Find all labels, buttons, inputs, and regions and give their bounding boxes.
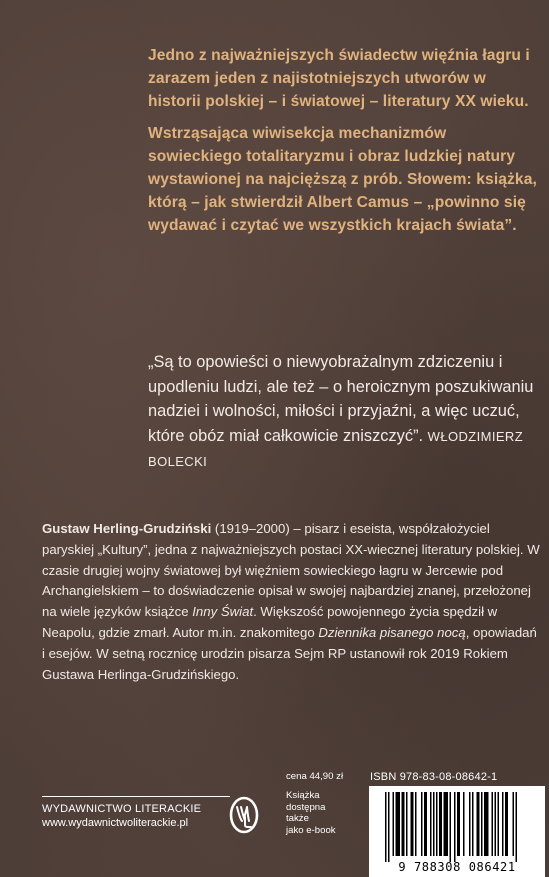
- publisher-url: www.wydawnictwoliterackie.pl: [42, 817, 189, 829]
- publisher-block: [42, 796, 230, 831]
- barcode-bar: [513, 792, 515, 856]
- bio-text-1: (1919–2000) – pisarz i eseista, współzałożyciel paryskiej „Kultury”, jedna z najważniejszych postaci XX-wiecznej literatury polskiej. W czasie drugiej wojny światowej był więźniem sowieckiego łagru w Jercewie pod Archangielskiem – to doświadczenie opisał w swojej najbardziej znanej, przełożonej na wiele języków książce: [42, 521, 540, 620]
- barcode-bar: [436, 792, 438, 856]
- price-info: [286, 771, 364, 837]
- barcode-bar: [430, 792, 432, 856]
- barcode-bar: [439, 792, 442, 856]
- barcode-bar: [472, 792, 474, 856]
- barcode-bar: [492, 792, 494, 856]
- cover-blurb: [148, 44, 543, 237]
- bio-text-2: . Większość powojennego życia spędził w Neapolu, gdzie zmarł. Autor m.in. znakomitego: [42, 604, 498, 640]
- barcode-bar: [495, 792, 497, 856]
- barcode-bar: [516, 792, 518, 862]
- book-title-inny-swiat: Inny Świat: [192, 604, 254, 620]
- barcode-bar: [388, 792, 390, 862]
- blurb-paragraph-2: Wstrząsająca wiwisekcja mechanizmów sowieckiego totalitaryzmu i obraz ludzkiej natury wystawionej na najcięższą z prób. Słowem: książka, którą – jak stwierdził Albert Camus – „powinno się wydawać i czytać we wszystkich krajach świata”.: [148, 125, 537, 234]
- barcode-bar: [505, 792, 508, 856]
- barcode-bar: [424, 792, 427, 856]
- barcode-bar: [502, 792, 504, 856]
- barcode-bar: [450, 792, 452, 862]
- barcode-bar: [477, 792, 480, 856]
- quote-text: „Są to opowieści o niewyobrażalnym zdziczeniu i upodleniu ludzi, ale też – o heroicznym poszukiwaniu nadziei i wolności, miłości i przyjaźni, a więc uczuć, które obóz miał całkowicie zniszczyć”.: [148, 353, 534, 445]
- barcode-bar: [415, 792, 417, 856]
- barcode-bar: [444, 792, 449, 856]
- author-bio: [42, 519, 542, 685]
- barcode-bar: [406, 792, 408, 856]
- barcode-digits: 9 788308 086421: [398, 860, 516, 874]
- barcode-bar: [402, 792, 405, 856]
- price-label: cena 44,90 zł: [286, 771, 344, 782]
- barcode-bar: [393, 792, 395, 856]
- wl-publisher-logo-icon: [228, 795, 260, 835]
- publisher-rule: [42, 796, 230, 797]
- barcode-bar: [457, 792, 460, 856]
- review-quote: [148, 350, 543, 475]
- quote-author: WŁODZIMIERZ BOLECKI: [148, 428, 524, 469]
- barcode-bar: [385, 792, 387, 862]
- barcode-bar: [411, 792, 414, 856]
- ebook-note: Książka dostępna także jako e-book: [286, 789, 336, 837]
- barcode-bar: [481, 792, 483, 856]
- bio-text-3: , opowiadań i esejów. W setną rocznicę urodzin pisarza Sejm RP ustanowił rok 2019 Rokiem Gustawa Herlinga-Grudzińskiego.: [42, 624, 537, 682]
- barcode-bar: [469, 792, 471, 856]
- barcode-bar: [484, 792, 489, 856]
- barcode-bar: [454, 792, 456, 862]
- blurb-paragraph-1: Jedno z najważniejszych świadectw więźnia łagru i zarazem jeden z najistotniejszych utworów w historii polskiej – i światowej – literatury XX wieku.: [148, 47, 530, 110]
- barcode-bar: [498, 792, 500, 856]
- barcode-bar: [396, 792, 401, 856]
- barcode-bar: [433, 792, 435, 856]
- book-title-dziennik: Dziennika pisanego nocą: [318, 624, 466, 640]
- barcode: [369, 786, 545, 877]
- isbn-label: ISBN 978-83-08-08642-1: [370, 771, 498, 783]
- publisher-name: WYDAWNICTWO LITERACKIE: [42, 803, 202, 815]
- barcode-bar: [463, 792, 465, 856]
- barcode-bar: [421, 792, 423, 856]
- author-name: Gustaw Herling-Grudziński: [42, 521, 212, 536]
